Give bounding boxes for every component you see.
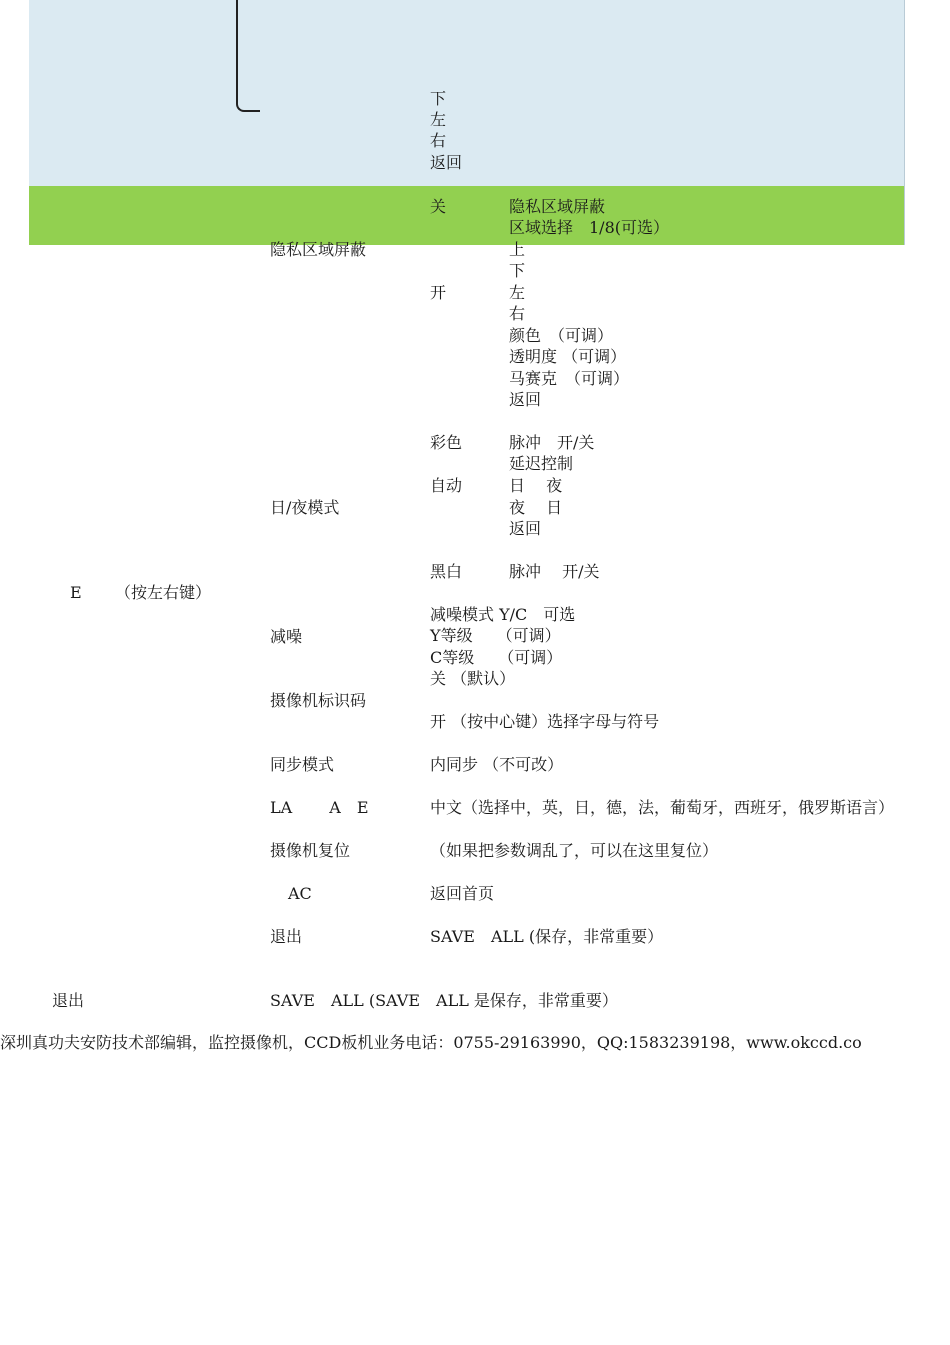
day-night-bw: 黑白: [430, 562, 463, 581]
day-night-auto: 自动: [430, 476, 463, 495]
left-e-label: E: [70, 583, 82, 602]
day-night-item: 延迟控制: [509, 454, 574, 473]
exit-main-value: SAVE ALL (SAVE ALL 是保存，非常重要）: [270, 991, 618, 1010]
day-night-item: 日 夜: [509, 476, 563, 495]
privacy-item: 颜色 （可调）: [509, 326, 614, 345]
privacy-item: 上: [509, 240, 526, 259]
camera-id-on: 开 （按中心键）选择字母与符号: [430, 712, 660, 731]
camera-id-label: 摄像机标识码: [270, 691, 367, 710]
sync-mode-value: 内同步 （不可改）: [430, 755, 564, 774]
sync-mode-label: 同步模式: [270, 755, 335, 774]
day-night-color: 彩色: [430, 433, 463, 452]
privacy-on: 开: [430, 283, 447, 302]
noise-label: 减噪: [270, 627, 303, 646]
menu-bracket: [236, 0, 260, 112]
privacy-item: 右: [509, 304, 526, 323]
privacy-item: 透明度 （可调）: [509, 347, 627, 366]
privacy-item: 下: [509, 261, 526, 280]
reset-value: （如果把参数调乱了，可以在这里复位）: [430, 841, 719, 860]
exit-sub-value: SAVE ALL (保存，非常重要）: [430, 927, 664, 946]
back-value: 返回首页: [430, 884, 495, 903]
day-night-item: 夜 日: [509, 498, 563, 517]
left-right-key-hint: （按左右键）: [115, 583, 212, 602]
menu-option-right: 右: [430, 131, 447, 150]
language-label: LA A E: [270, 798, 369, 817]
language-value: 中文（选择中，英，日，德，法，葡萄牙，西班牙，俄罗斯语言）: [430, 798, 895, 817]
day-night-item: 脉冲 开/关: [509, 433, 595, 452]
privacy-item: 马赛克 （可调）: [509, 369, 630, 388]
day-night-item: 脉冲 开/关: [509, 562, 600, 581]
privacy-item: 返回: [509, 390, 542, 409]
menu-option-left: 左: [430, 110, 447, 129]
menu-option-down: 下: [430, 89, 447, 108]
noise-item: C等级 （可调）: [430, 648, 563, 667]
privacy-item: 区域选择 1/8(可选）: [509, 218, 669, 237]
exit-sub-label: 退出: [270, 927, 303, 946]
reset-label: 摄像机复位: [270, 841, 351, 860]
highlight-band-green: [29, 186, 905, 245]
day-night-item: 返回: [509, 519, 542, 538]
privacy-mask-label: 隐私区域屏蔽: [270, 240, 367, 259]
camera-id-off: 关 （默认）: [430, 669, 516, 688]
noise-item: 减噪模式 Y/C 可选: [430, 605, 576, 624]
exit-main-label: 退出: [52, 991, 85, 1010]
noise-item: Y等级 （可调）: [430, 626, 561, 645]
privacy-off: 关: [430, 197, 447, 216]
menu-option-return: 返回: [430, 153, 463, 172]
highlight-band-blue: [29, 0, 905, 186]
back-label: AC: [288, 884, 312, 903]
privacy-item: 左: [509, 283, 526, 302]
footer-contact: 深圳真功夫安防技术部编辑，监控摄像机，CCD板机业务电话：0755-29163990，QQ:1583239198，www.okccd.co: [0, 1033, 862, 1052]
day-night-label: 日/夜模式: [270, 498, 340, 517]
privacy-item: 隐私区域屏蔽: [509, 197, 606, 216]
